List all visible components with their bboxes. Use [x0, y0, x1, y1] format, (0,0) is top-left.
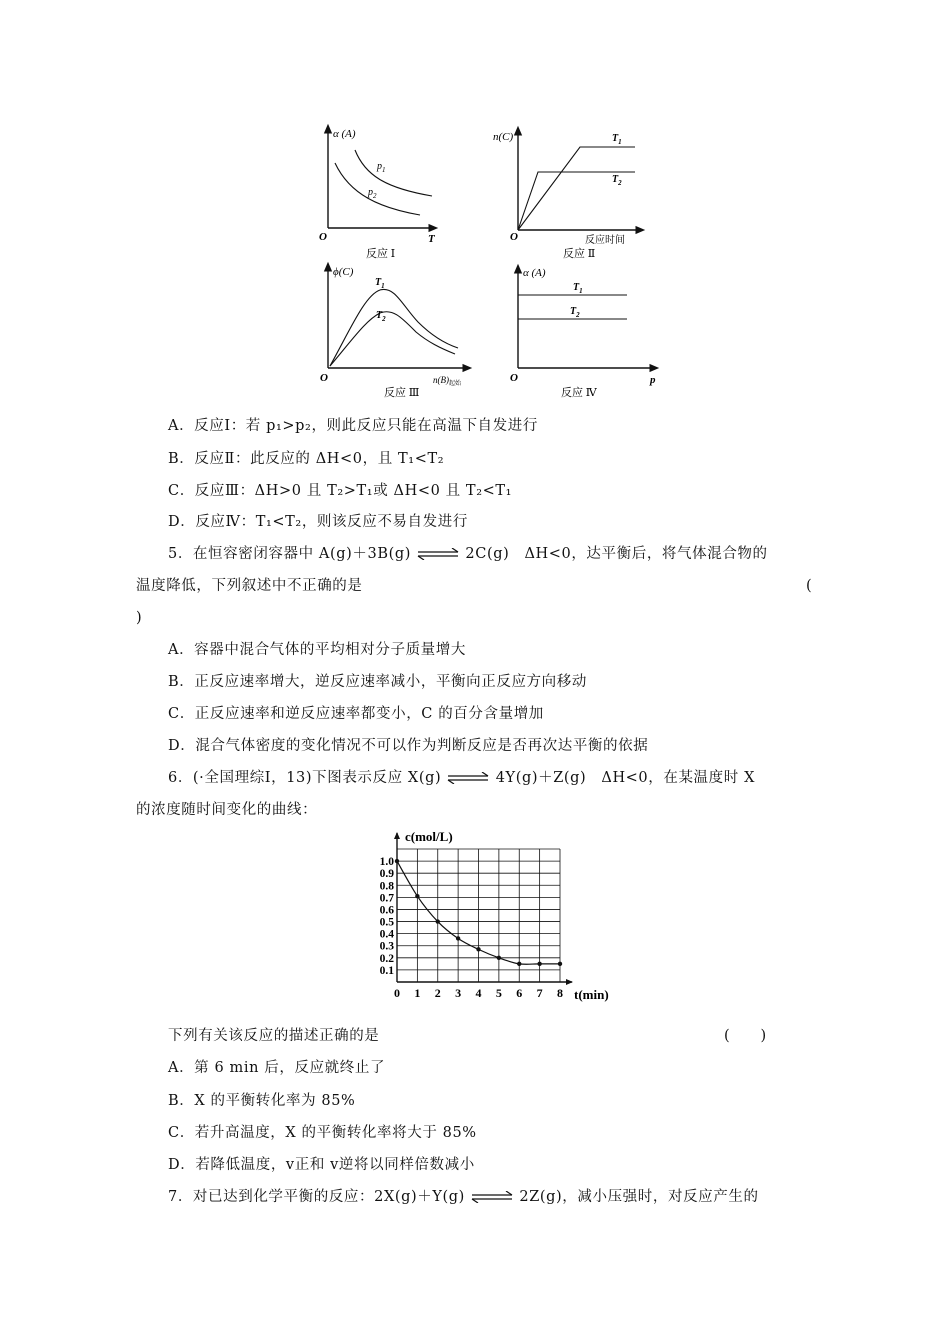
svg-text:T1: $T_1$: [375, 277, 385, 290]
chart-y-axis-label: c(mol/L): [405, 829, 453, 844]
r4-xlabel: p: [650, 374, 656, 386]
data-point: [497, 956, 501, 960]
y-tick-label: 0.2: [379, 952, 394, 965]
data-point: [395, 859, 399, 863]
x-tick-label: 3: [455, 986, 462, 1000]
r2-origin: O: [510, 231, 518, 243]
q6-option-d: D．若降低温度，v正和 v逆将以同样倍数减小: [168, 1157, 475, 1173]
r1-ylabel: α (A): [333, 128, 356, 140]
q5-option-a: A．容器中混合气体的平均相对分子质量增大: [168, 642, 466, 658]
q4-option-a: A．反应Ⅰ：若 p₁>p₂，则此反应只能在高温下自发进行: [168, 418, 538, 434]
svg-text:T1: $T_1$: [573, 282, 583, 295]
svg-text:p2: $p_2$: [368, 187, 377, 200]
plot-reaction-2: [493, 130, 641, 260]
chart-tick-labels: [380, 856, 563, 1000]
svg-text:T2: $T_2$: [570, 306, 580, 319]
y-tick-label: 1.0: [379, 856, 394, 869]
q4-option-b: B．反应Ⅱ：此反应的 ΔH<0，且 T₁<T₂: [168, 451, 445, 467]
r4-ylabel: α (A): [523, 267, 546, 279]
y-tick-label: 0.4: [379, 928, 394, 941]
r1-xlabel: T: [428, 233, 435, 245]
data-point: [558, 962, 562, 966]
chart-axes: [394, 832, 573, 985]
y-tick-label: 0.3: [379, 940, 394, 953]
svg-text:T1: $T_1$: [612, 133, 622, 146]
x-tick-label: 2: [434, 986, 441, 1000]
x-axis-arrow-icon: [566, 979, 573, 985]
x-tick-label: 7: [536, 986, 543, 1000]
r1-curve-p1: [355, 150, 432, 196]
data-point: [436, 919, 440, 923]
r1-origin: O: [319, 231, 327, 243]
y-tick-label: 0.8: [379, 880, 394, 893]
r2-curve-t1: [518, 147, 635, 230]
r1-caption: 反应 Ⅰ: [366, 248, 396, 260]
r4-origin: O: [510, 372, 518, 384]
data-point: [415, 894, 419, 898]
r2-caption: 反应 Ⅱ: [563, 248, 596, 260]
chart-x-axis-label: t(min): [574, 987, 609, 1002]
q7-stem-line1: 7．对已达到化学平衡的反应：2X(g)＋Y(g) 2Z(g)，减小压强时，对反应产生的: [168, 1189, 759, 1205]
plot-reaction-1: [319, 128, 436, 260]
data-point: [476, 947, 480, 951]
y-tick-label: 0.6: [379, 904, 394, 917]
q6-stem-line1: 6．(·全国理综Ⅰ，13)下图表示反应 X(g) 4Y(g)＋Z(g) ΔH<0，在某温度时 X: [168, 770, 755, 786]
x-tick-label: 8: [557, 986, 563, 1000]
q4-option-c: C．反应Ⅲ：ΔH>0 且 T₂>T₁或 ΔH<0 且 T₂<T₁: [168, 483, 513, 499]
x-tick-label: 4: [475, 986, 482, 1000]
x-tick-label: 5: [495, 986, 502, 1000]
q5-answer-paren-close: ): [136, 610, 143, 626]
y-tick-label: 0.9: [379, 868, 394, 881]
svg-text:T2: $T_2$: [612, 174, 622, 187]
plot-reaction-4: [510, 267, 656, 399]
y-tick-label: 0.5: [379, 916, 394, 929]
r3-curve-t1: [330, 289, 458, 366]
q6-stem-line2: 的浓度随时间变化的曲线：: [136, 802, 318, 818]
q4-option-d: D．反应Ⅳ：T₁<T₂，则该反应不易自发进行: [168, 514, 468, 530]
q6-option-c: C．若升高温度，X 的平衡转化率将大于 85%: [168, 1125, 477, 1141]
svg-text:n(B)起始: $n(B)_{起始}$: [433, 375, 462, 387]
q6-option-b: B．X 的平衡转化率为 85%: [168, 1093, 356, 1109]
y-axis-arrow-icon: [394, 832, 400, 839]
concentration-time-chart: [0, 815, 950, 1015]
x-tick-label: 0: [394, 986, 400, 1000]
r3-ylabel: ϕ(C): [333, 266, 354, 278]
svg-text:T2: $T_2$: [376, 310, 386, 323]
reaction-graphs-figure: [0, 0, 950, 420]
r3-curve-t2: [330, 312, 455, 366]
equilibrium-arrow-icon: [446, 772, 490, 784]
chart-grid: [397, 849, 560, 982]
x-tick-label: 6: [516, 986, 523, 1000]
q6-ask: 下列有关该反应的描述正确的是: [168, 1028, 380, 1044]
r2-xlabel: 反应时间: [585, 235, 625, 246]
svg-text:p1: $p_1$: [377, 161, 386, 174]
q5-stem-line2: 温度降低，下列叙述中不正确的是: [136, 578, 363, 594]
y-tick-label: 0.1: [379, 964, 394, 977]
q5-option-c: C．正反应速率和逆反应速率都变小，C 的百分含量增加: [168, 706, 544, 722]
r4-caption: 反应 Ⅳ: [561, 387, 597, 399]
x-tick-label: 1: [414, 986, 421, 1000]
data-point: [517, 962, 521, 966]
r3-caption: 反应 Ⅲ: [384, 387, 420, 399]
y-tick-label: 0.7: [379, 892, 394, 905]
plot-reaction-3: [320, 266, 468, 399]
data-point: [456, 936, 460, 940]
equilibrium-arrow-icon: [416, 548, 460, 560]
r2-ylabel: n(C): [493, 131, 514, 143]
equilibrium-arrow-icon: [470, 1191, 514, 1203]
r3-origin: O: [320, 372, 328, 384]
q5-option-b: B．正反应速率增大，逆反应速率减小，平衡向正反应方向移动: [168, 674, 587, 690]
q5-stem-line1: 5．在恒容密闭容器中 A(g)＋3B(g) 2C(g) ΔH<0，达平衡后，将气体混合物的: [168, 546, 768, 562]
q6-answer-paren: ( ): [724, 1028, 767, 1044]
q5-option-d: D．混合气体密度的变化情况不可以作为判断反应是否再次达平衡的依据: [168, 738, 649, 754]
q5-answer-paren-open: (: [806, 578, 813, 594]
data-point: [537, 962, 541, 966]
q6-option-a: A．第 6 min 后，反应就终止了: [168, 1060, 386, 1076]
